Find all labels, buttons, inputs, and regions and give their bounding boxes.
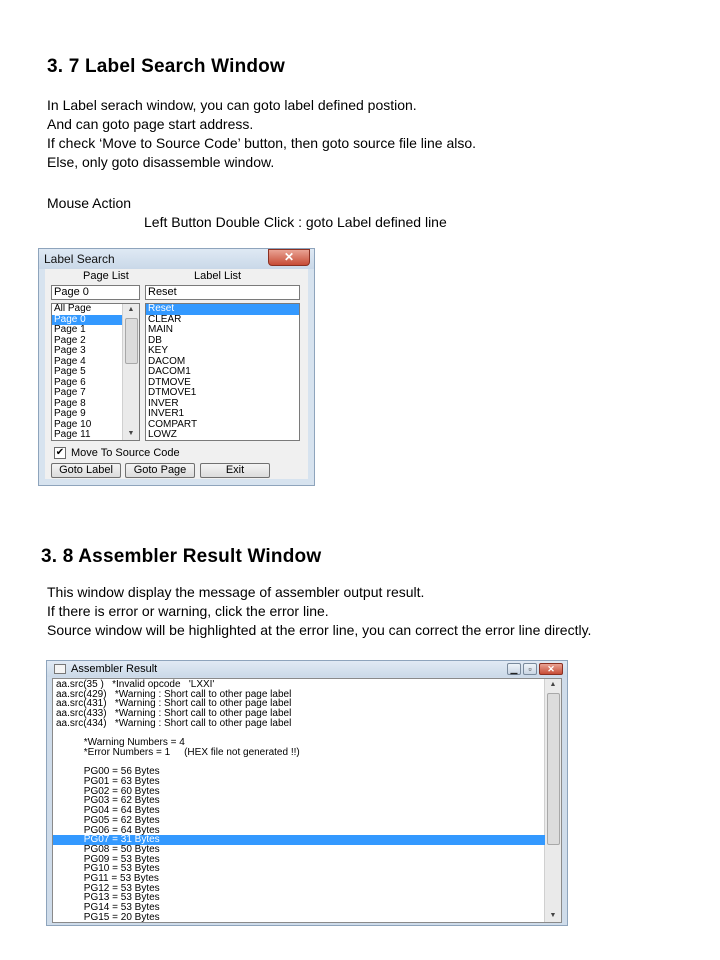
goto-page-button[interactable]: Goto Page [125, 463, 195, 478]
output-line[interactable]: aa.src(431) *Warning : Short call to other page label [56, 698, 292, 710]
assembler-result-window [46, 660, 568, 926]
label-search-window [38, 248, 315, 486]
list-item[interactable]: Page 7 [54, 387, 86, 398]
list-item[interactable]: Page 3 [54, 345, 86, 356]
mouse-action-title: Mouse Action [47, 195, 132, 211]
move-to-source-label[interactable]: Move To Source Code [71, 447, 180, 459]
label-list-items [146, 304, 299, 441]
page-list-label: Page List [83, 270, 129, 282]
assembler-output-list[interactable] [52, 678, 562, 923]
list-item[interactable]: Page 2 [54, 334, 86, 346]
output-line[interactable]: PG02 = 60 Bytes [56, 785, 160, 797]
description-line: In Label serach window, you can goto label defined postion. [47, 97, 417, 113]
description-line: Source window will be highlighted at the error line, you can correct the error line directly. [47, 622, 592, 638]
list-item[interactable]: Page 10 [54, 418, 92, 430]
close-icon: ✕ [547, 664, 555, 674]
output-line[interactable]: PG15 = 20 Bytes [56, 911, 160, 923]
section-37-description [47, 96, 476, 172]
window-titlebar[interactable] [39, 249, 314, 269]
output-line[interactable]: PG05 = 62 Bytes [56, 814, 160, 826]
list-item[interactable]: DTMOVE1 [148, 387, 197, 398]
scroll-down-icon[interactable]: ▼ [549, 912, 557, 919]
window-titlebar[interactable] [47, 661, 567, 677]
output-line[interactable]: PG06 = 64 Bytes [56, 824, 160, 836]
list-item[interactable]: MAIN [148, 324, 173, 335]
output-line[interactable]: *Error Numbers = 1 (HEX file not generated !!) [56, 746, 300, 758]
output-line[interactable]: PG10 = 53 Bytes [56, 863, 160, 875]
output-line[interactable]: PG01 = 63 Bytes [56, 776, 160, 787]
list-item[interactable]: COMPART [148, 418, 198, 430]
label-list-label: Label List [194, 270, 242, 282]
mouse-action-text: Left Button Double Click : goto Label defined line [144, 214, 447, 230]
list-item[interactable]: LOWZ [148, 429, 177, 440]
list-item[interactable]: All Page [54, 303, 92, 314]
section-37-heading: 3. 7 Label Search Window [47, 56, 285, 77]
list-item[interactable]: CLEAR [148, 313, 182, 325]
close-icon: ✕ [283, 250, 295, 264]
output-line[interactable]: *Warning Numbers = 4 [56, 737, 185, 749]
list-item[interactable]: Page 0 [52, 315, 139, 326]
close-button[interactable] [268, 249, 310, 266]
app-icon [54, 664, 66, 674]
output-line[interactable]: aa.src(35 ) *Invalid opcode 'LXXI' [56, 679, 215, 690]
list-item[interactable]: INVER [148, 397, 179, 409]
list-item[interactable]: Reset [146, 304, 299, 315]
description-line: And can goto page start address. [47, 116, 254, 132]
output-scrollbar[interactable] [544, 679, 561, 922]
window-title: Label Search [44, 252, 115, 266]
description-line: Else, only goto disassemble window. [47, 154, 275, 170]
scroll-thumb[interactable] [125, 318, 138, 364]
move-to-source-checkbox[interactable] [54, 447, 66, 459]
window-title: Assembler Result [71, 663, 158, 675]
output-line[interactable]: PG03 = 62 Bytes [56, 795, 160, 807]
minimize-icon: ▁ [510, 664, 518, 674]
close-button[interactable] [539, 663, 563, 675]
checkmark-icon: ✔ [55, 447, 65, 458]
description-line: This window display the message of assembler output result. [47, 584, 425, 600]
list-item[interactable]: Page 11 [54, 429, 91, 440]
output-line[interactable]: PG04 = 64 Bytes [56, 805, 160, 817]
description-line: If there is error or warning, click the error line. [47, 603, 329, 619]
list-item[interactable]: Page 9 [54, 408, 86, 419]
list-item[interactable]: DACOM [148, 355, 186, 367]
list-item[interactable]: Page 4 [54, 355, 86, 367]
output-line[interactable]: PG08 = 50 Bytes [56, 843, 160, 855]
list-item[interactable]: KEY [148, 345, 169, 356]
maximize-icon: ▫ [528, 664, 532, 674]
output-line[interactable]: aa.src(433) *Warning : Short call to other page label [56, 708, 292, 720]
output-line[interactable]: PG07 = 31 Bytes [56, 834, 160, 846]
list-item[interactable]: Page 6 [54, 376, 86, 388]
output-line[interactable]: PG00 = 56 Bytes [56, 766, 160, 778]
page-listbox[interactable] [51, 303, 140, 441]
description-line: If check ‘Move to Source Code’ button, then goto source file line also. [47, 135, 477, 151]
minimize-button[interactable] [507, 663, 521, 675]
goto-label-button[interactable]: Goto Label [51, 463, 121, 478]
list-item[interactable]: DACOM1 [148, 366, 191, 377]
scroll-down-icon[interactable]: ▼ [127, 430, 135, 437]
scroll-up-icon[interactable]: ▲ [549, 681, 557, 688]
scroll-up-icon[interactable]: ▲ [127, 306, 135, 313]
output-line[interactable]: aa.src(434) *Warning : Short call to other page label [56, 717, 292, 729]
exit-button[interactable]: Exit [200, 463, 270, 478]
window-client [45, 269, 308, 479]
output-line[interactable]: PG09 = 53 Bytes [56, 853, 160, 865]
page-list-scrollbar[interactable] [122, 304, 139, 440]
output-line[interactable]: PG11 = 53 Bytes [56, 873, 159, 884]
scroll-thumb[interactable] [547, 693, 560, 845]
page-combo-input[interactable]: Page 0 [51, 285, 140, 300]
output-line[interactable]: PG13 = 53 Bytes [56, 892, 160, 904]
section-38-heading: 3. 8 Assembler Result Window [41, 546, 322, 567]
list-item[interactable]: DTMOVE [148, 376, 191, 388]
list-item[interactable]: INVER1 [148, 408, 185, 419]
output-line[interactable]: PG14 = 53 Bytes [56, 902, 160, 914]
output-line[interactable]: PG12 = 53 Bytes [56, 882, 160, 894]
label-listbox[interactable] [145, 303, 300, 441]
label-combo-input[interactable]: Reset [145, 285, 300, 300]
maximize-button[interactable] [523, 663, 537, 675]
list-item[interactable]: Page 1 [54, 324, 86, 335]
list-item[interactable]: DB [148, 334, 162, 346]
list-item[interactable]: Page 5 [54, 366, 86, 377]
section-38-description [47, 583, 591, 640]
list-item[interactable]: Page 8 [54, 397, 86, 409]
output-line[interactable]: aa.src(429) *Warning : Short call to other page label [56, 688, 292, 700]
